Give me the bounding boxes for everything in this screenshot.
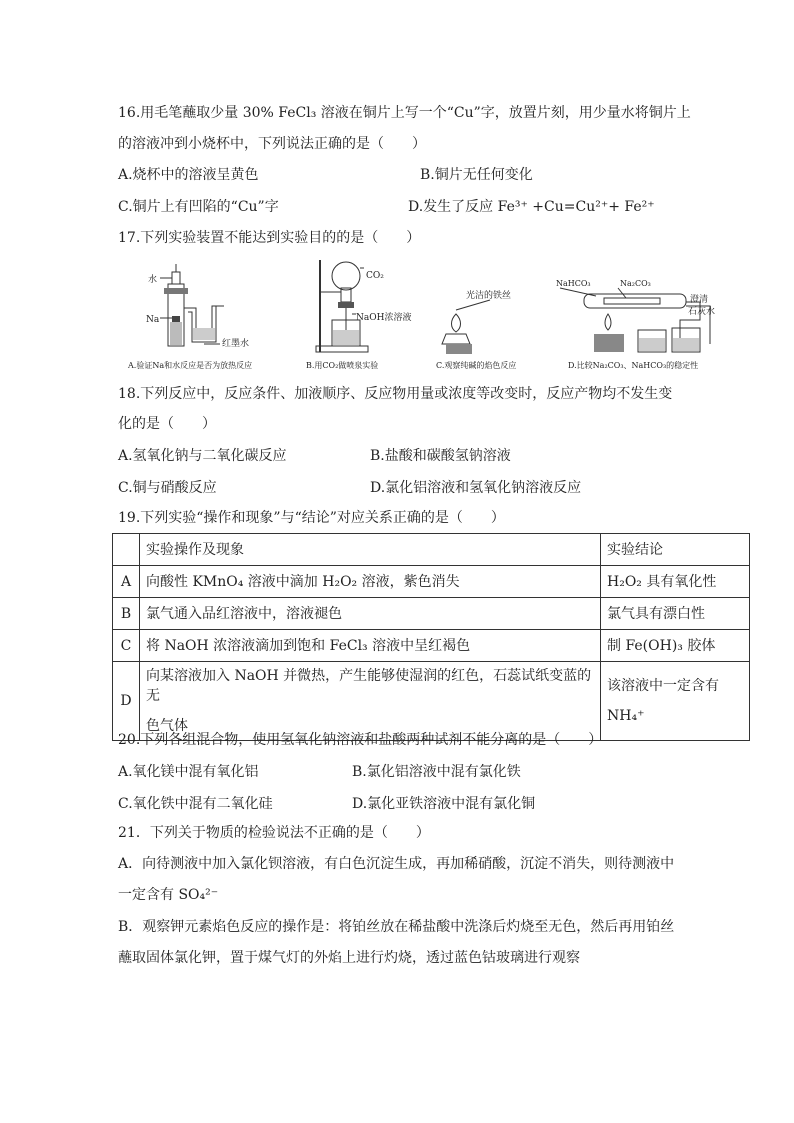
label-limewater-1: 澄清 [690, 295, 709, 305]
label-iron-wire: 光洁的铁丝 [466, 291, 512, 301]
header-conclusion: 实验结论 [601, 534, 750, 566]
row-label: A [113, 566, 140, 598]
q19-stem: 19.下列实验“操作和现象”与“结论”对应关系正确的是（ ） [118, 510, 505, 526]
q20-option-a: A.氧化镁中混有氧化铝 [118, 764, 259, 780]
q18-option-d: D.氯化铝溶液和氢氧化钠溶液反应 [370, 480, 582, 496]
row-conclusion: H₂O₂ 具有氧化性 [601, 566, 750, 598]
q16-stem-line2: 的溶液冲到小烧杯中，下列说法正确的是（ ） [118, 136, 426, 152]
label-naoh: NaOH浓溶液 [356, 313, 412, 323]
q18-option-b: B.盐酸和碳酸氢钠溶液 [370, 448, 511, 464]
row-conclusion [601, 662, 750, 741]
table-header-row [113, 534, 750, 566]
header-operation: 实验操作及现象 [140, 534, 601, 566]
q21-stem: 21．下列关于物质的检验说法不正确的是（ ） [118, 825, 430, 841]
label-red-ink: 红墨水 [222, 339, 250, 349]
row-label: B [113, 598, 140, 630]
apparatus-d [556, 279, 715, 352]
row-operation: 将 NaOH 浓溶液滴加到饱和 FeCl₃ 溶液中呈红褐色 [140, 630, 601, 662]
q16-option-d: D.发生了反应 Fe³⁺ +Cu=Cu²⁺+ Fe²⁺ [408, 199, 655, 215]
q16-option-a: A.烧杯中的溶液呈黄色 [118, 167, 259, 183]
q21-option-a-line2: 一定含有 SO₄²⁻ [118, 887, 219, 903]
apparatus-c [442, 289, 511, 354]
label-limewater-2: 石灰水 [688, 307, 716, 317]
row-operation [140, 662, 601, 741]
row-operation: 向酸性 KMnO₄ 溶液中滴加 H₂O₂ 溶液，紫色消失 [140, 566, 601, 598]
q20-option-b: B.氯化铝溶液中混有氯化铁 [352, 764, 521, 780]
q16-option-c: C.铜片上有凹陷的“Cu”字 [118, 199, 279, 215]
q17-apparatus-figure [120, 258, 730, 376]
label-co2: CO₂ [366, 271, 384, 281]
row-conclusion: 氯气具有漂白性 [601, 598, 750, 630]
row-operation-line1: 向某溶液加入 NaOH 并微热，产生能够使湿润的红色，石蕊试纸变蓝的无 [146, 668, 592, 704]
q20-option-d: D.氯化亚铁溶液中混有氯化铜 [352, 796, 536, 812]
table-row [113, 662, 750, 741]
q21-option-b-line1: B．观察钾元素焰色反应的操作是：将铂丝放在稀盐酸中洗涤后灼烧至无色，然后再用铂丝 [118, 919, 675, 935]
label-na: Na [146, 315, 160, 325]
q18-stem-line1: 18.下列反应中，反应条件、加液顺序、反应物用量或浓度等改变时，反应产物均不发生变 [118, 386, 673, 402]
row-conclusion-line2: NH₄⁺ [607, 708, 645, 724]
header-blank [113, 534, 140, 566]
q16-stem-line1: 16.用毛笔蘸取少量 30% FeCl₃ 溶液在铜片上写一个“Cu”字，放置片刻，用少量水将铜片上 [118, 105, 691, 121]
caption-d: D.比较Na₂CO₃、NaHCO₃的稳定性 [568, 361, 699, 370]
q16-option-b: B.铜片无任何变化 [420, 167, 533, 183]
row-label: D [113, 662, 140, 741]
apparatus-b [316, 260, 411, 352]
row-conclusion: 制 Fe(OH)₃ 胶体 [601, 630, 750, 662]
q21-option-b-line2: 蘸取固体氯化钾，置于煤气灯的外焰上进行灼烧，透过蓝色钴玻璃进行观察 [118, 950, 580, 966]
q18-option-a: A.氢氧化钠与二氧化碳反应 [118, 448, 287, 464]
label-water: 水 [148, 275, 158, 285]
q21-option-a-line1: A．向待测液中加入氯化钡溶液，有白色沉淀生成，再加稀硝酸，沉淀不消失，则待测液中 [118, 856, 675, 872]
q17-stem: 17.下列实验装置不能达到实验目的的是（ ） [118, 230, 421, 246]
q18-option-c: C.铜与硝酸反应 [118, 480, 217, 496]
q18-stem-line2: 化的是（ ） [118, 416, 216, 432]
row-operation: 氯气通入品红溶液中，溶液褪色 [140, 598, 601, 630]
caption-a: A.验证Na和水反应是否为放热反应 [128, 361, 253, 370]
caption-b: B.用CO₂做喷泉实验 [306, 361, 379, 370]
label-nahco3: NaHCO₃ [556, 279, 591, 288]
q20-stem: 20.下列各组混合物，使用氢氧化钠溶液和盐酸两种试剂不能分离的是（ ） [118, 732, 603, 748]
table-row [113, 598, 750, 630]
table-row [113, 630, 750, 662]
apparatus-a [146, 264, 249, 349]
label-na2co3: Na₂CO₃ [620, 279, 651, 288]
table-row [113, 566, 750, 598]
row-conclusion-line1: 该溶液中一定含有 [607, 678, 719, 694]
row-label: C [113, 630, 140, 662]
row-operation-line2: 色气体 [146, 718, 188, 734]
caption-c: C.观察纯碱的焰色反应 [436, 361, 517, 370]
q19-table [112, 533, 750, 741]
q20-option-c: C.氧化铁中混有二氧化硅 [118, 796, 273, 812]
